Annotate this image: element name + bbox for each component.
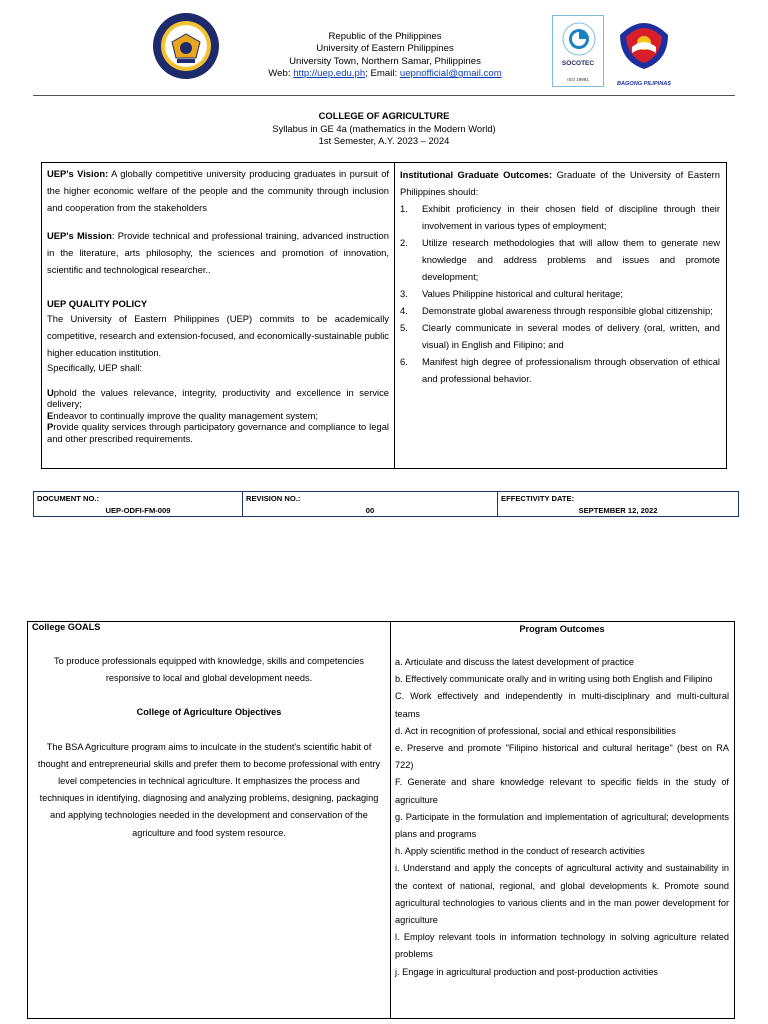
vision-mission-cell (42, 163, 395, 468)
bagong-pilipinas-emblem-icon (612, 17, 676, 73)
outcome-item: 1. Exhibit proficiency in their chosen field of discipline through their involvement in various types of employment; (400, 203, 720, 231)
outcomes-intro: Institutional Graduate Outcomes: Graduate of the University of Eastern Philippines should: (400, 169, 720, 197)
program-outcomes-title: Program Outcomes (519, 624, 605, 634)
revision-number-cell (243, 492, 498, 516)
program-outcome-item: l. Employ relevant tools in information technology in solving agriculture related problems (395, 932, 729, 960)
revision-number-value: 00 (365, 506, 375, 515)
effectivity-date-label: EFFECTIVITY DATE: (501, 494, 575, 503)
socotec-emblem-icon (562, 22, 596, 56)
program-outcome-item: j. Engage in agricultural production and post-production activities (395, 966, 659, 977)
website-link[interactable]: http://uep.edu.ph (293, 68, 366, 80)
document-number-value: UEP-ODFI-FM-009 (105, 506, 171, 515)
specifically-text: Specifically, UEP shall: (47, 362, 143, 373)
objectives-title: College of Agriculture Objectives (136, 707, 282, 718)
college-title: COLLEGE OF AGRICULTURE (318, 110, 450, 121)
program-outcome-item: e. Preserve and promote "Filipino historical and cultural heritage" (best on RA 722) (395, 743, 729, 771)
email-link[interactable]: uepnofficial@gmail.com (399, 68, 502, 80)
effectivity-date-value: SEPTEMBER 12, 2022 (578, 506, 658, 515)
graduate-outcomes-cell (395, 163, 726, 468)
bagong-pilipinas-logo (612, 17, 676, 87)
outcome-item: 6. Manifest high degree of professionalism through observation of ethical and professional behavior. (400, 356, 720, 384)
goals-outcomes-table (27, 621, 735, 1019)
program-outcome-item: d. Act in recognition of professional, social and ethical responsibilities (395, 725, 676, 736)
effectivity-date-cell (498, 492, 738, 516)
document-number-cell (34, 492, 243, 516)
program-outcome-item: i. Understand and apply the concepts of agricultural activity and sustainability in the context of national, regional, and global developments k. Promote sound agricultural technologies to various clients and in the man power development for agriculture (395, 863, 729, 926)
document-number-label: DOCUMENT NO.: (37, 494, 100, 503)
shall-item: Uphold the values relevance, integrity, productivity and excellence in service delivery; (47, 387, 389, 410)
program-outcome-item: C. Work effectively and independently in multi-disciplinary and multi-cultural teams (395, 691, 729, 719)
shall-item: Endeavor to continually improve the quality management system; (47, 409, 318, 421)
header-contact: Web: http://uep.edu.ph; Email: uepnofficial@gmail.com (268, 68, 502, 80)
syllabus-info (0, 123, 768, 147)
shall-item: Provide quality services through participatory governance and compliance to legal and other prescribed requirements. (47, 421, 389, 444)
college-goals-heading: College GOALS (32, 622, 101, 632)
program-outcome-item: b. Effectively communicate orally and in writing using both English and Filipino (395, 674, 713, 685)
syllabus-title: Syllabus in GE 4a (mathematics in the Modern World) (272, 123, 496, 134)
header-line3: University Town, Northern Samar, Philippines (289, 55, 481, 67)
revision-number-label: REVISION NO.: (246, 494, 301, 503)
vision-paragraph: UEP's Vision: A globally competitive university producing graduates in pursuit of the higher economic welfare of the people and the community through inclusion and cooperation from the stakeholders (47, 168, 390, 213)
outcome-item: 4. Demonstrate global awareness through responsible global citizenship; (400, 305, 713, 316)
header-line1: Republic of the Philippines (328, 31, 442, 42)
header-line2: University of Eastern Philippines (316, 43, 454, 55)
college-goal-text: To produce professionals equipped with knowledge, skills and competencies responsive to local and global development needs. (53, 656, 364, 684)
semester: 1st Semester, A.Y. 2023 – 2024 (318, 135, 450, 147)
bagong-pilipinas-label: BAGONG PILIPINAS (616, 81, 672, 87)
uep-seal-logo (152, 12, 220, 80)
vision-outcomes-table (41, 162, 727, 469)
program-outcomes-cell (391, 622, 734, 1018)
university-header (230, 31, 540, 81)
program-outcome-item: g. Participate in the formulation and implementation of agricultural; developments plans and programs (395, 811, 729, 840)
program-outcome-item: a. Articulate and discuss the latest development of practice (395, 657, 635, 667)
outcome-item: 3. Values Philippine historical and cultural heritage; (400, 288, 623, 299)
mission-paragraph: UEP's Mission: Provide technical and professional training, advanced instruction in the literature, arts philosophy, the sciences and promotion of innovation, scientific and technological researcher.. (47, 230, 389, 275)
header-divider (33, 95, 735, 96)
iso-label: ISO 19991 (567, 77, 589, 82)
outcome-item: 5. Clearly communicate in several modes of delivery (oral, written, and visual) in English and Filipino; and (400, 322, 720, 350)
socotec-label: SOCOTEC (561, 60, 595, 67)
college-goals-cell (28, 622, 391, 1018)
outcome-item: 2. Utilize research methodologies that will allow them to generate new knowledge and address problems and issues and promote development; (400, 237, 720, 282)
document-info-table (33, 491, 739, 517)
quality-policy-title: UEP QUALITY POLICY (47, 298, 148, 309)
program-outcome-item: h. Apply scientific method in the conduct of research activities (395, 846, 645, 857)
socotec-certification-logo (552, 15, 604, 87)
quality-policy-text: The University of Eastern Philippines (UEP) commits to be academically competitive, research and extension-focused, and economically-sustainable public higher education institution. (47, 313, 389, 358)
objectives-text: The BSA Agriculture program aims to inculcate in the student's scientific habit of thought and entrepreneurial skills and prefer them to become professional with entry level competencies in technical agriculture. It emphasizes the process and techniques in identifying, diagnosing and analyzing problems, designing, packaging and applying technologies needed in the development and conservation of the agriculture and food system resource. (37, 741, 381, 838)
program-outcome-item: F. Generate and share knowledge relevant to specific fields in the study of agriculture (395, 777, 729, 805)
